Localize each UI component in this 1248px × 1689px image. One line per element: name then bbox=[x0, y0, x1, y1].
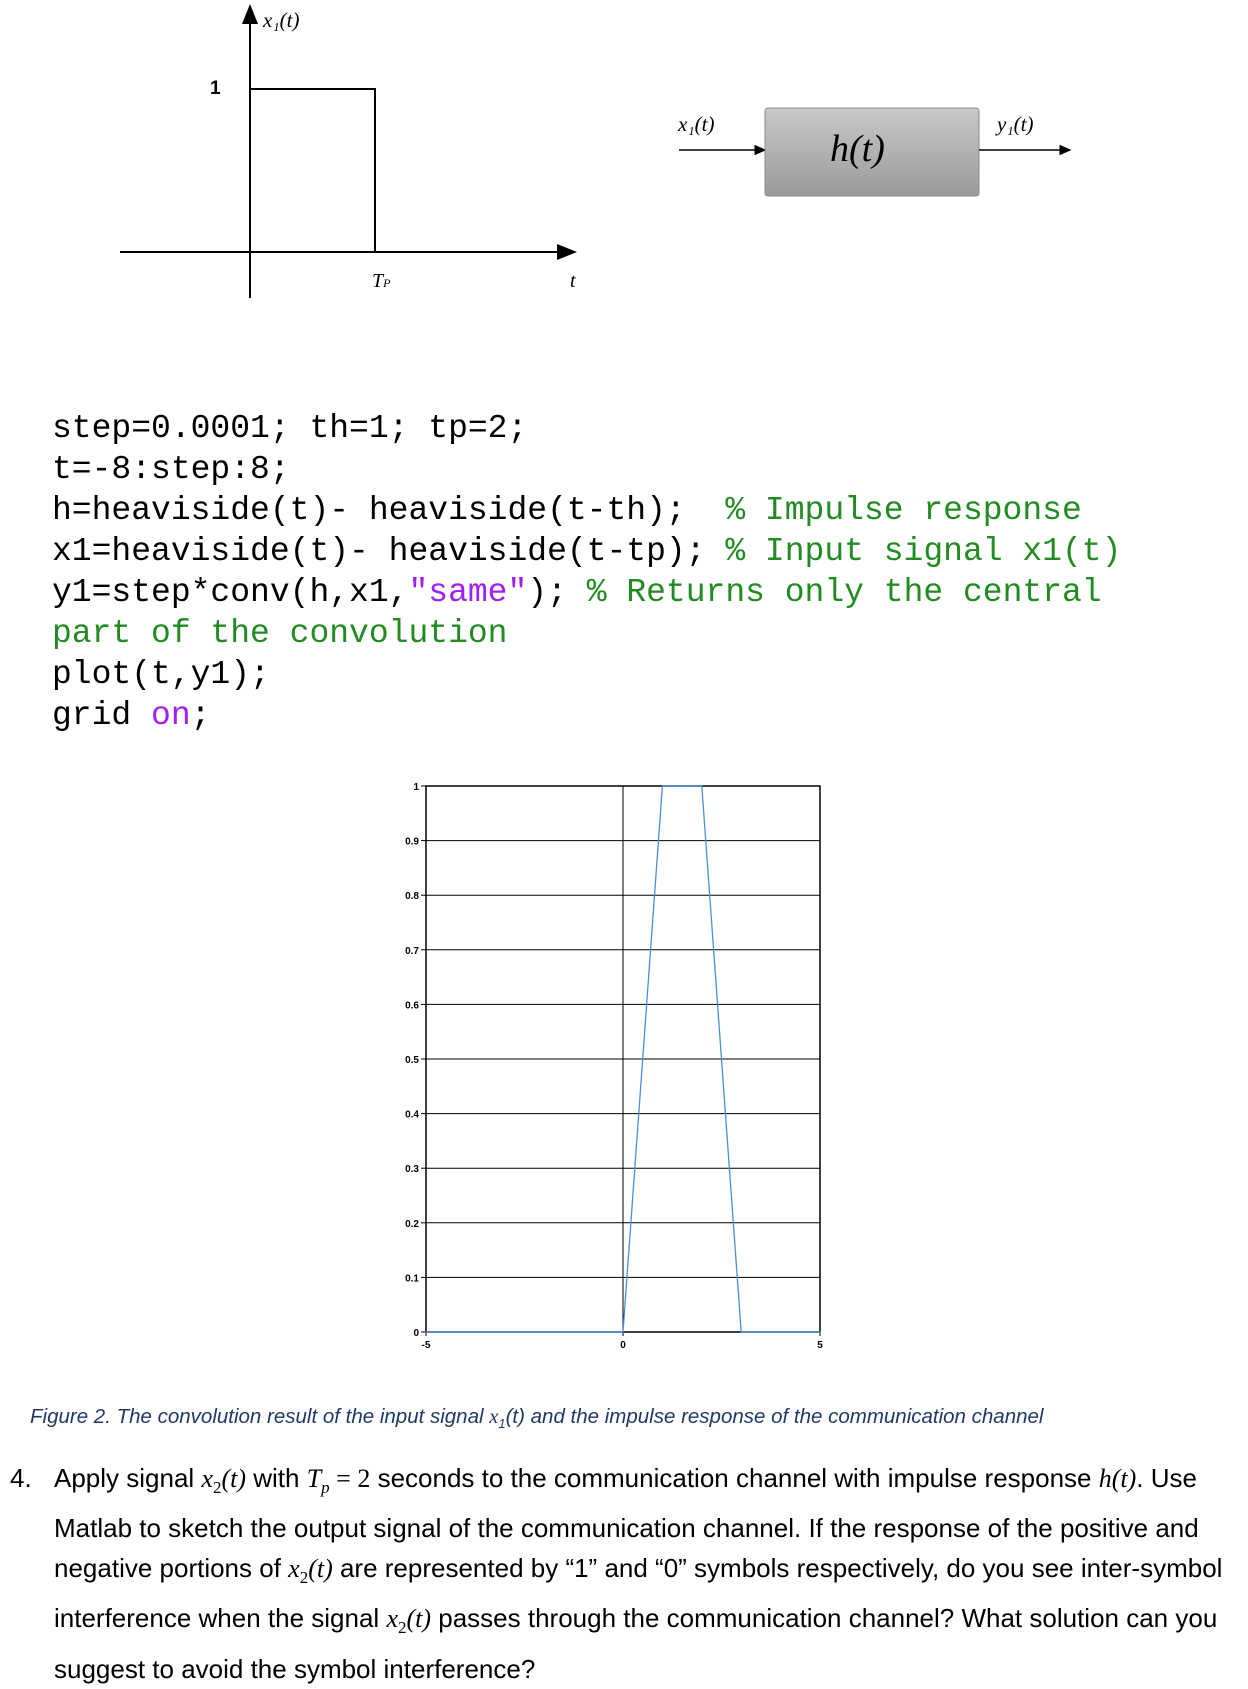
chart-ytick-label: 1 bbox=[413, 782, 419, 793]
chart-ytick-label: 0.6 bbox=[405, 1000, 419, 1012]
pulse-t-label: t bbox=[570, 270, 576, 292]
q-x2-c: x bbox=[386, 1604, 398, 1634]
chart-data-point bbox=[622, 1331, 623, 1332]
q-tp: T bbox=[306, 1464, 322, 1493]
q-x2-b-t: (t) bbox=[308, 1554, 333, 1584]
code-line-4-comment: % Input signal x1(t) bbox=[725, 533, 1122, 570]
code-line-5 bbox=[52, 572, 1121, 613]
figure-caption bbox=[30, 1405, 1043, 1431]
code-line-2: t=-8:step:8; bbox=[52, 451, 290, 488]
q-x2-a-sub: 2 bbox=[212, 1478, 222, 1498]
code-line-3-code: h=heaviside(t)- heaviside(t-th); bbox=[52, 492, 726, 529]
caption-text-before: Figure 2. The convolution result of the input signal bbox=[30, 1405, 490, 1428]
block-label: h(t) bbox=[830, 128, 885, 170]
code-line-5-comment: % Returns only the central bbox=[586, 574, 1102, 611]
chart-xtick-label: -5 bbox=[421, 1340, 431, 1351]
q-tp-sub: p bbox=[321, 1478, 330, 1498]
q-text-5: are represented by “1” and “0” symbols respectively, do you see inter-symbol interference when the signal bbox=[54, 1553, 1223, 1634]
chart-xtick-label: 0 bbox=[620, 1340, 626, 1351]
pulse-amplitude-label: 1 bbox=[210, 78, 221, 99]
chart-data-point bbox=[741, 1331, 742, 1332]
caption-x-sub: 1 bbox=[498, 1416, 506, 1432]
chart-data-point bbox=[819, 1331, 820, 1332]
code-line-5-code-end: ); bbox=[527, 574, 587, 611]
q-text-6: passes through the communication channel? What solution can you suggest to avoid the symbol interference? bbox=[54, 1603, 1218, 1684]
convolution-chart bbox=[400, 770, 860, 1360]
chart-xtick-label: 5 bbox=[817, 1340, 823, 1351]
pulse-diagram-svg bbox=[110, 0, 590, 310]
code-line-8-end: ; bbox=[190, 697, 211, 734]
code-line-7: plot(t,y1); bbox=[52, 656, 270, 693]
pulse-y-axis-label: x₁(t) bbox=[263, 8, 300, 32]
block-input-label: x₁(t) bbox=[678, 112, 715, 136]
code-line-4-code: x1=heaviside(t)- heaviside(t-tp); bbox=[52, 533, 726, 570]
code-line-3 bbox=[52, 490, 1121, 531]
chart-data-point bbox=[701, 785, 702, 786]
q-text-1: Apply signal bbox=[54, 1463, 202, 1493]
caption-t-part: (t) bbox=[505, 1405, 525, 1428]
chart-ytick-label: 0.3 bbox=[405, 1164, 419, 1176]
code-line-3-comment: % Impulse response bbox=[725, 492, 1082, 529]
q-text-2: with bbox=[246, 1463, 307, 1493]
code-line-8-keyword: on bbox=[151, 697, 191, 734]
chart-data-point bbox=[425, 1331, 426, 1332]
chart-ytick-label: 0.2 bbox=[405, 1218, 419, 1230]
q-x2-b-sub: 2 bbox=[299, 1568, 309, 1588]
caption-text-after: and the impulse response of the communication channel bbox=[524, 1405, 1044, 1428]
chart-ytick-label: 0.1 bbox=[405, 1273, 419, 1285]
question-number: 4. bbox=[10, 1463, 32, 1493]
code-line-1: step=0.0001; th=1; tp=2; bbox=[52, 410, 528, 447]
matlab-code bbox=[52, 408, 1121, 736]
chart-ytick-label: 0.5 bbox=[405, 1055, 419, 1066]
q-x2-c-sub: 2 bbox=[397, 1618, 407, 1638]
block-diagram bbox=[675, 100, 1075, 210]
q-x2-b: x bbox=[288, 1554, 300, 1584]
pulse-rectangle bbox=[250, 89, 375, 252]
code-line-5-string: "same" bbox=[408, 574, 528, 611]
q-text-4: . Use Matlab to sketch the output signal of the communication channel. If the response of the positive and negative portions of bbox=[54, 1463, 1199, 1584]
chart-ytick-label: 0.4 bbox=[405, 1109, 419, 1121]
q-x2-a: x bbox=[201, 1464, 213, 1493]
chart-ytick-label: 0.7 bbox=[405, 945, 419, 957]
chart-ytick-label: 0.9 bbox=[405, 836, 419, 848]
block-output-label: y₁(t) bbox=[997, 112, 1034, 136]
code-line-6: part of the convolution bbox=[52, 615, 508, 652]
q-x2-a-t: (t) bbox=[221, 1464, 247, 1493]
q-x2-c-t: (t) bbox=[406, 1604, 432, 1634]
chart-ytick-label: 0.8 bbox=[405, 891, 419, 903]
q-h: h(t) bbox=[1098, 1464, 1137, 1493]
question-body bbox=[54, 1458, 1246, 1689]
caption-x-var: x bbox=[489, 1406, 499, 1428]
code-line-4 bbox=[52, 531, 1121, 572]
chart-svg bbox=[400, 770, 860, 1360]
pulse-diagram bbox=[110, 0, 590, 310]
code-line-8 bbox=[52, 695, 1121, 736]
code-line-8-code: grid bbox=[52, 697, 152, 734]
pulse-tp-label: TP bbox=[372, 270, 391, 292]
q-text-3: seconds to the communication channel with impulse response bbox=[370, 1463, 1099, 1493]
question-4 bbox=[10, 1458, 1246, 1689]
chart-data-point bbox=[662, 785, 663, 786]
q-eq: = 2 bbox=[329, 1464, 371, 1493]
code-line-5-code: y1=step*conv(h,x1, bbox=[52, 574, 409, 611]
chart-ytick-label: 0 bbox=[413, 1328, 419, 1339]
